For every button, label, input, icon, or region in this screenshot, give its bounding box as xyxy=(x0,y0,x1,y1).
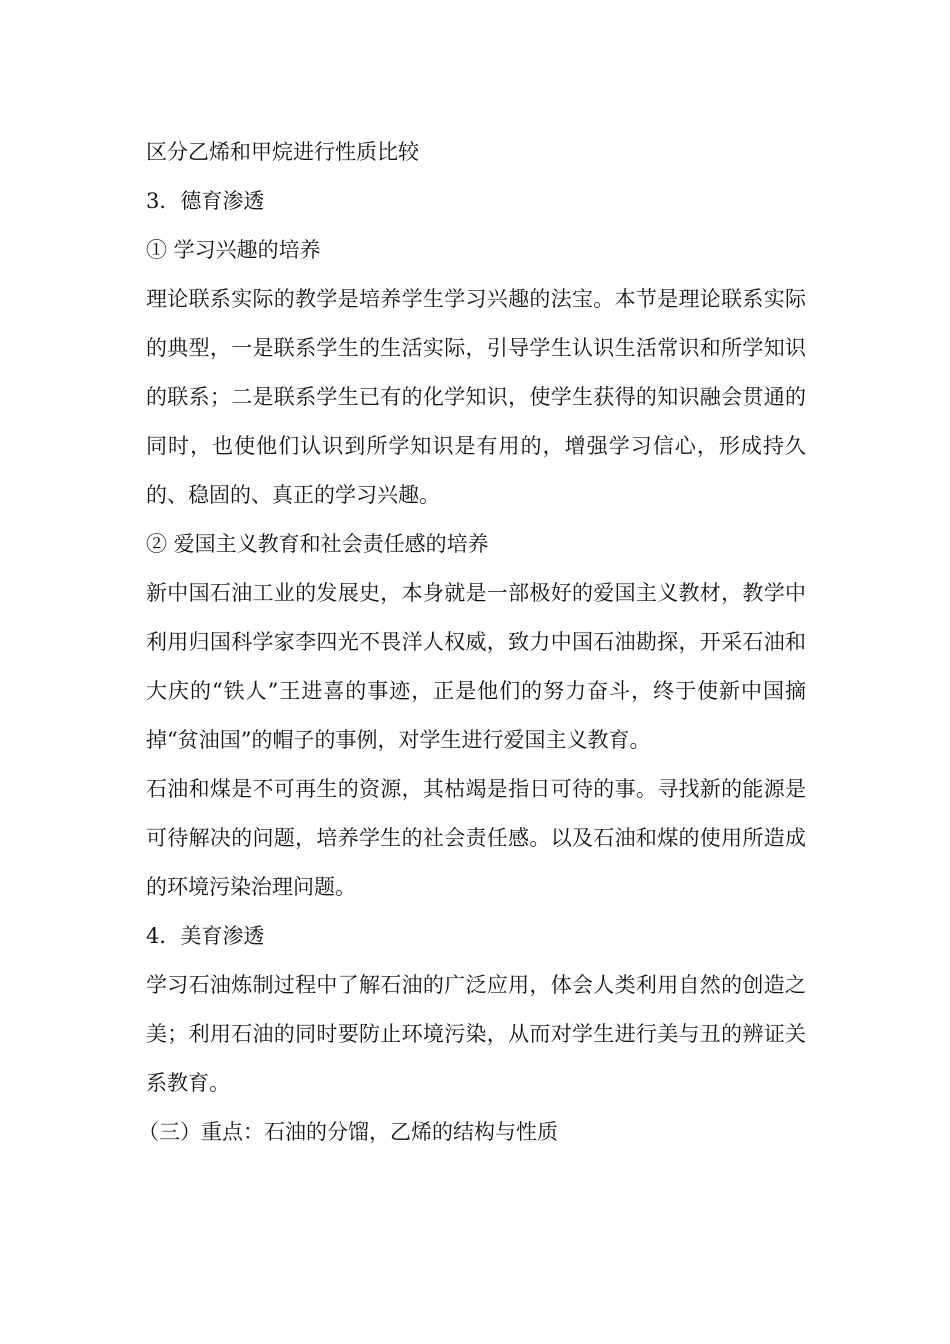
subheading-patriotism: ② 爱国主义教育和社会责任感的培养 xyxy=(146,532,489,556)
paragraph-social-responsibility: 石油和煤是不可再生的资源，其枯竭是指日可待的事。寻找新的能源是可待解决的问题，培养学生的社会责任感。以及石油和煤的使用所造成的环境污染治理问题。 xyxy=(146,777,806,899)
document-body xyxy=(138,128,806,1157)
paragraph-patriotism: 新中国石油工业的发展史，本身就是一部极好的爱国主义教材，教学中利用归国科学家李四光不畏洋人权威，致力中国石油勘探，开采石油和大庆的“铁人”王进喜的事迹，正是他们的努力奋斗，终于使新中国摘掉“贫油国”的帽子的事例，对学生进行爱国主义教育。 xyxy=(146,581,806,752)
paragraph-learning-interest: 理论联系实际的教学是培养学生学习兴趣的法宝。本节是理论联系实际的典型，一是联系学生的生活实际，引导学生认识生活常识和所学知识的联系；二是联系学生已有的化学知识，使学生获得的知识融会贯通的同时，也使他们认识到所学知识是有用的，增强学习信心，形成持久的、稳固的、真正的学习兴趣。 xyxy=(146,287,806,507)
heading-key-points: （三）重点：石油的分馏，乙烯的结构与性质 xyxy=(138,1120,558,1144)
heading-moral-education: 3．德育渗透 xyxy=(146,189,265,213)
paragraph-aesthetic-education: 学习石油炼制过程中了解石油的广泛应用，体会人类利用自然的创造之美；利用石油的同时要防止环境污染，从而对学生进行美与丑的辨证关系教育。 xyxy=(146,973,806,1095)
subheading-learning-interest: ① 学习兴趣的培养 xyxy=(146,238,321,262)
paragraph-comparison-note: 区分乙烯和甲烷进行性质比较 xyxy=(146,140,419,164)
heading-aesthetic-education: 4．美育渗透 xyxy=(146,924,265,948)
